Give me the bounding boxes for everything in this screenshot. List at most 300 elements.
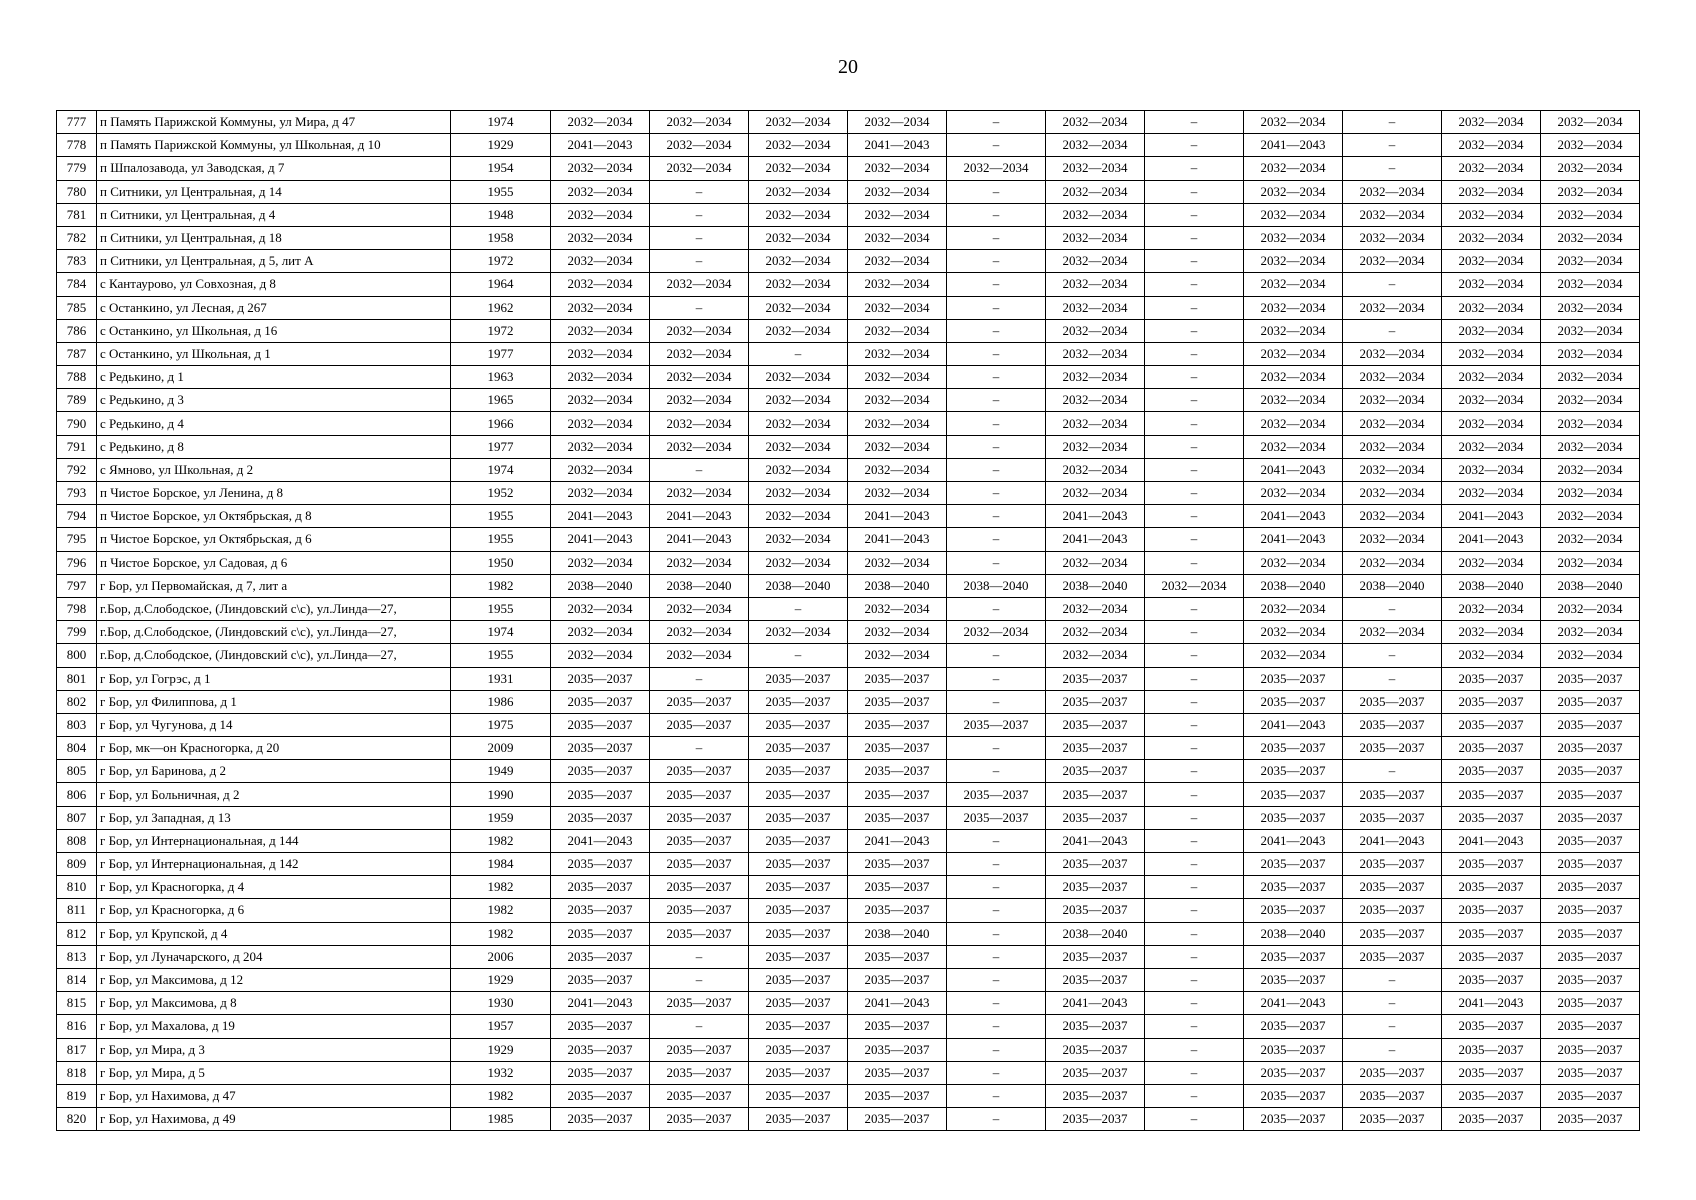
address-cell: г.Бор, д.Слободское, (Линдовский с\с), ул.Линда—27, <box>97 597 451 620</box>
period-cell: 2035—2037 <box>1244 853 1343 876</box>
period-cell: 2035—2037 <box>848 713 947 736</box>
period-cell: 2032—2034 <box>749 157 848 180</box>
period-cell: – <box>1145 528 1244 551</box>
period-cell: – <box>947 644 1046 667</box>
table-row <box>57 1084 1640 1107</box>
row-number-cell: 803 <box>57 713 97 736</box>
period-cell: 2035—2037 <box>1343 783 1442 806</box>
table-row <box>57 690 1640 713</box>
period-cell: 2032—2034 <box>749 528 848 551</box>
period-cell: – <box>1145 157 1244 180</box>
period-cell: 2032—2034 <box>551 157 650 180</box>
period-cell: 2035—2037 <box>650 783 749 806</box>
address-cell: с Останкино, ул Лесная, д 267 <box>97 296 451 319</box>
period-cell: 2035—2037 <box>1244 690 1343 713</box>
period-cell: – <box>947 899 1046 922</box>
row-number-cell: 798 <box>57 597 97 620</box>
period-cell: 2032—2034 <box>650 644 749 667</box>
table-row <box>57 806 1640 829</box>
year-cell: 1966 <box>451 412 551 435</box>
period-cell: 2032—2034 <box>1442 273 1541 296</box>
row-number-cell: 784 <box>57 273 97 296</box>
period-cell: 2035—2037 <box>650 992 749 1015</box>
period-cell: – <box>1145 899 1244 922</box>
period-cell: 2038—2040 <box>650 574 749 597</box>
period-cell: 2041—2043 <box>1442 829 1541 852</box>
period-cell: – <box>947 412 1046 435</box>
period-cell: 2035—2037 <box>650 1108 749 1131</box>
period-cell: 2032—2034 <box>1046 203 1145 226</box>
period-cell: – <box>650 737 749 760</box>
period-cell: 2032—2034 <box>749 273 848 296</box>
period-cell: 2041—2043 <box>1046 829 1145 852</box>
period-cell: – <box>1145 806 1244 829</box>
period-cell: 2032—2034 <box>1541 482 1640 505</box>
table-row <box>57 713 1640 736</box>
period-cell: 2032—2034 <box>1046 458 1145 481</box>
period-cell: 2032—2034 <box>1541 180 1640 203</box>
period-cell: 2035—2037 <box>749 876 848 899</box>
period-cell: 2035—2037 <box>1541 1038 1640 1061</box>
table-row <box>57 250 1640 273</box>
table-row <box>57 597 1640 620</box>
period-cell: 2032—2034 <box>1442 250 1541 273</box>
period-cell: 2035—2037 <box>1343 1084 1442 1107</box>
period-cell: 2032—2034 <box>1046 644 1145 667</box>
period-cell: – <box>1343 1015 1442 1038</box>
year-cell: 1954 <box>451 157 551 180</box>
period-cell: 2032—2034 <box>749 366 848 389</box>
period-cell: 2032—2034 <box>1541 412 1640 435</box>
year-cell: 1977 <box>451 342 551 365</box>
period-cell: 2035—2037 <box>1442 760 1541 783</box>
year-cell: 1974 <box>451 458 551 481</box>
table-row <box>57 574 1640 597</box>
period-cell: 2038—2040 <box>1244 922 1343 945</box>
address-cell: с Кантаурово, ул Совхозная, д 8 <box>97 273 451 296</box>
table-row <box>57 435 1640 458</box>
table-row <box>57 551 1640 574</box>
period-cell: 2032—2034 <box>1442 597 1541 620</box>
period-cell: – <box>1145 783 1244 806</box>
address-cell: п Ситники, ул Центральная, д 14 <box>97 180 451 203</box>
period-cell: 2032—2034 <box>1046 273 1145 296</box>
table-row <box>57 737 1640 760</box>
year-cell: 1975 <box>451 713 551 736</box>
period-cell: 2032—2034 <box>650 389 749 412</box>
period-cell: 2041—2043 <box>1442 505 1541 528</box>
period-cell: 2035—2037 <box>650 1084 749 1107</box>
year-cell: 1982 <box>451 1084 551 1107</box>
period-cell: 2035—2037 <box>650 1038 749 1061</box>
period-cell: 2032—2034 <box>1343 226 1442 249</box>
period-cell: 2041—2043 <box>1244 505 1343 528</box>
period-cell: 2035—2037 <box>1442 899 1541 922</box>
address-cell: г Бор, ул Больничная, д 2 <box>97 783 451 806</box>
year-cell: 1982 <box>451 876 551 899</box>
period-cell: 2032—2034 <box>1244 342 1343 365</box>
period-cell: 2032—2034 <box>1343 342 1442 365</box>
period-cell: 2032—2034 <box>1541 644 1640 667</box>
address-cell: с Ямново, ул Школьная, д 2 <box>97 458 451 481</box>
period-cell: 2035—2037 <box>1046 690 1145 713</box>
period-cell: 2035—2037 <box>1541 853 1640 876</box>
row-number-cell: 816 <box>57 1015 97 1038</box>
period-cell: 2035—2037 <box>551 1084 650 1107</box>
period-cell: 2035—2037 <box>1244 968 1343 991</box>
period-cell: 2035—2037 <box>1046 945 1145 968</box>
period-cell: 2032—2034 <box>650 597 749 620</box>
period-cell: – <box>1343 644 1442 667</box>
period-cell: 2032—2034 <box>848 482 947 505</box>
row-number-cell: 778 <box>57 134 97 157</box>
period-cell: – <box>947 968 1046 991</box>
period-cell: 2035—2037 <box>1244 1108 1343 1131</box>
period-cell: 2041—2043 <box>551 134 650 157</box>
year-cell: 1949 <box>451 760 551 783</box>
period-cell: 2032—2034 <box>1343 551 1442 574</box>
period-cell: 2035—2037 <box>1541 968 1640 991</box>
period-cell: 2035—2037 <box>947 783 1046 806</box>
period-cell: – <box>1343 1038 1442 1061</box>
period-cell: – <box>1343 667 1442 690</box>
period-cell: 2032—2034 <box>1343 435 1442 458</box>
period-cell: 2032—2034 <box>1541 551 1640 574</box>
period-cell: 2035—2037 <box>1442 806 1541 829</box>
period-cell: 2035—2037 <box>848 876 947 899</box>
period-cell: 2035—2037 <box>551 1038 650 1061</box>
period-cell: 2041—2043 <box>1442 528 1541 551</box>
period-cell: 2035—2037 <box>1046 760 1145 783</box>
period-cell: – <box>947 922 1046 945</box>
period-cell: – <box>1145 551 1244 574</box>
year-cell: 1948 <box>451 203 551 226</box>
period-cell: 2035—2037 <box>650 1061 749 1084</box>
row-number-cell: 815 <box>57 992 97 1015</box>
period-cell: – <box>1145 319 1244 342</box>
row-number-cell: 807 <box>57 806 97 829</box>
year-cell: 2006 <box>451 945 551 968</box>
period-cell: 2032—2034 <box>1541 250 1640 273</box>
year-cell: 1972 <box>451 319 551 342</box>
period-cell: 2035—2037 <box>1244 1038 1343 1061</box>
table-row <box>57 667 1640 690</box>
table-row <box>57 992 1640 1015</box>
period-cell: 2041—2043 <box>650 528 749 551</box>
table-row <box>57 412 1640 435</box>
year-cell: 1974 <box>451 621 551 644</box>
row-number-cell: 802 <box>57 690 97 713</box>
period-cell: – <box>650 945 749 968</box>
period-cell: 2032—2034 <box>1046 250 1145 273</box>
period-cell: 2035—2037 <box>650 760 749 783</box>
period-cell: 2032—2034 <box>1343 505 1442 528</box>
period-cell: 2035—2037 <box>1442 737 1541 760</box>
period-cell: 2035—2037 <box>1046 853 1145 876</box>
table-row <box>57 505 1640 528</box>
row-number-cell: 788 <box>57 366 97 389</box>
period-cell: – <box>749 342 848 365</box>
period-cell: 2035—2037 <box>551 1108 650 1131</box>
year-cell: 1955 <box>451 528 551 551</box>
address-cell: п Чистое Борское, ул Октябрьская, д 8 <box>97 505 451 528</box>
period-cell: – <box>1343 111 1442 134</box>
period-cell: 2032—2034 <box>1442 157 1541 180</box>
period-cell: 2032—2034 <box>848 111 947 134</box>
period-cell: – <box>1145 203 1244 226</box>
period-cell: – <box>947 528 1046 551</box>
period-cell: 2032—2034 <box>1442 134 1541 157</box>
period-cell: 2035—2037 <box>848 1084 947 1107</box>
period-cell: – <box>650 296 749 319</box>
period-cell: – <box>1145 273 1244 296</box>
period-cell: 2035—2037 <box>1442 1108 1541 1131</box>
period-cell: 2032—2034 <box>1442 551 1541 574</box>
year-cell: 1932 <box>451 1061 551 1084</box>
period-cell: 2035—2037 <box>1541 760 1640 783</box>
period-cell: 2035—2037 <box>848 1061 947 1084</box>
row-number-cell: 791 <box>57 435 97 458</box>
period-cell: 2041—2043 <box>1343 829 1442 852</box>
period-cell: 2032—2034 <box>551 435 650 458</box>
period-cell: 2032—2034 <box>650 621 749 644</box>
period-cell: 2032—2034 <box>1343 250 1442 273</box>
period-cell: 2041—2043 <box>551 992 650 1015</box>
address-cell: г Бор, ул Мира, д 5 <box>97 1061 451 1084</box>
year-cell: 1986 <box>451 690 551 713</box>
period-cell: – <box>947 319 1046 342</box>
period-cell: 2032—2034 <box>1244 111 1343 134</box>
period-cell: 2038—2040 <box>551 574 650 597</box>
period-cell: 2032—2034 <box>551 621 650 644</box>
period-cell: 2035—2037 <box>1541 876 1640 899</box>
period-cell: 2035—2037 <box>1442 667 1541 690</box>
period-cell: 2032—2034 <box>551 644 650 667</box>
period-cell: 2032—2034 <box>551 273 650 296</box>
period-cell: 2032—2034 <box>1541 366 1640 389</box>
period-cell: – <box>947 760 1046 783</box>
address-cell: г Бор, ул Красногорка, д 4 <box>97 876 451 899</box>
period-cell: 2035—2037 <box>1244 899 1343 922</box>
period-cell: 2035—2037 <box>848 737 947 760</box>
period-cell: – <box>1145 412 1244 435</box>
period-cell: 2032—2034 <box>1541 597 1640 620</box>
period-cell: 2032—2034 <box>1442 226 1541 249</box>
period-cell: 2032—2034 <box>749 482 848 505</box>
table-row <box>57 528 1640 551</box>
period-cell: – <box>947 690 1046 713</box>
period-cell: 2032—2034 <box>1442 482 1541 505</box>
period-cell: 2032—2034 <box>650 412 749 435</box>
period-cell: 2035—2037 <box>1442 968 1541 991</box>
period-cell: 2035—2037 <box>1244 876 1343 899</box>
period-cell: 2032—2034 <box>848 435 947 458</box>
period-cell: 2035—2037 <box>749 737 848 760</box>
period-cell: – <box>650 1015 749 1038</box>
period-cell: 2035—2037 <box>947 713 1046 736</box>
period-cell: 2035—2037 <box>1046 876 1145 899</box>
period-cell: 2035—2037 <box>1442 713 1541 736</box>
period-cell: 2032—2034 <box>1244 180 1343 203</box>
period-cell: – <box>947 342 1046 365</box>
period-cell: 2035—2037 <box>1442 853 1541 876</box>
period-cell: 2032—2034 <box>551 250 650 273</box>
period-cell: 2032—2034 <box>1541 505 1640 528</box>
period-cell: 2035—2037 <box>551 968 650 991</box>
period-cell: 2032—2034 <box>848 551 947 574</box>
period-cell: 2035—2037 <box>1442 1084 1541 1107</box>
period-cell: – <box>1145 1015 1244 1038</box>
period-cell: 2032—2034 <box>1046 551 1145 574</box>
period-cell: 2035—2037 <box>1541 806 1640 829</box>
period-cell: 2041—2043 <box>848 992 947 1015</box>
year-cell: 1964 <box>451 273 551 296</box>
period-cell: 2032—2034 <box>848 412 947 435</box>
period-cell: – <box>1343 157 1442 180</box>
row-number-cell: 792 <box>57 458 97 481</box>
period-cell: 2032—2034 <box>1442 435 1541 458</box>
period-cell: 2035—2037 <box>551 1061 650 1084</box>
period-cell: 2035—2037 <box>1541 899 1640 922</box>
period-cell: 2035—2037 <box>1541 713 1640 736</box>
period-cell: 2035—2037 <box>1046 899 1145 922</box>
address-cell: с Останкино, ул Школьная, д 16 <box>97 319 451 342</box>
period-cell: 2035—2037 <box>1541 667 1640 690</box>
table-row <box>57 111 1640 134</box>
period-cell: – <box>947 945 1046 968</box>
period-cell: 2041—2043 <box>551 829 650 852</box>
period-cell: 2038—2040 <box>947 574 1046 597</box>
address-cell: г Бор, ул Максимова, д 12 <box>97 968 451 991</box>
period-cell: 2032—2034 <box>1442 203 1541 226</box>
period-cell: 2032—2034 <box>1541 389 1640 412</box>
period-cell: 2035—2037 <box>749 760 848 783</box>
period-cell: – <box>947 829 1046 852</box>
year-cell: 1950 <box>451 551 551 574</box>
period-cell: 2032—2034 <box>1343 482 1442 505</box>
period-cell: 2032—2034 <box>1244 412 1343 435</box>
row-number-cell: 786 <box>57 319 97 342</box>
period-cell: 2041—2043 <box>1244 829 1343 852</box>
period-cell: 2032—2034 <box>749 621 848 644</box>
period-cell: – <box>1145 226 1244 249</box>
period-cell: 2035—2037 <box>1244 806 1343 829</box>
row-number-cell: 800 <box>57 644 97 667</box>
period-cell: 2038—2040 <box>1442 574 1541 597</box>
row-number-cell: 820 <box>57 1108 97 1131</box>
year-cell: 1931 <box>451 667 551 690</box>
period-cell: – <box>1145 250 1244 273</box>
period-cell: 2032—2034 <box>1244 319 1343 342</box>
period-cell: 2035—2037 <box>1046 667 1145 690</box>
period-cell: 2035—2037 <box>650 899 749 922</box>
table-body <box>57 111 1640 1131</box>
table-row <box>57 273 1640 296</box>
period-cell: 2032—2034 <box>848 319 947 342</box>
period-cell: 2032—2034 <box>749 505 848 528</box>
period-cell: 2035—2037 <box>749 690 848 713</box>
address-cell: с Редькино, д 4 <box>97 412 451 435</box>
address-cell: г.Бор, д.Слободское, (Линдовский с\с), ул.Линда—27, <box>97 621 451 644</box>
period-cell: – <box>1145 366 1244 389</box>
year-cell: 1957 <box>451 1015 551 1038</box>
period-cell: 2032—2034 <box>1541 111 1640 134</box>
address-cell: г Бор, ул Западная, д 13 <box>97 806 451 829</box>
year-cell: 2009 <box>451 737 551 760</box>
table-row <box>57 482 1640 505</box>
period-cell: – <box>1145 458 1244 481</box>
period-cell: 2035—2037 <box>749 783 848 806</box>
address-cell: с Редькино, д 1 <box>97 366 451 389</box>
period-cell: 2038—2040 <box>1343 574 1442 597</box>
table-row <box>57 945 1640 968</box>
period-cell: 2035—2037 <box>551 1015 650 1038</box>
year-cell: 1974 <box>451 111 551 134</box>
address-cell: г Бор, ул Максимова, д 8 <box>97 992 451 1015</box>
period-cell: – <box>1343 319 1442 342</box>
period-cell: – <box>1145 667 1244 690</box>
period-cell: – <box>1145 1084 1244 1107</box>
period-cell: 2032—2034 <box>1244 597 1343 620</box>
period-cell: 2032—2034 <box>1442 458 1541 481</box>
period-cell: 2032—2034 <box>848 203 947 226</box>
period-cell: 2032—2034 <box>650 134 749 157</box>
year-cell: 1984 <box>451 853 551 876</box>
period-cell: 2032—2034 <box>1046 296 1145 319</box>
year-cell: 1959 <box>451 806 551 829</box>
row-number-cell: 809 <box>57 853 97 876</box>
period-cell: 2032—2034 <box>551 389 650 412</box>
period-cell: – <box>947 992 1046 1015</box>
page-number: 20 <box>838 56 858 78</box>
period-cell: – <box>1145 968 1244 991</box>
row-number-cell: 814 <box>57 968 97 991</box>
row-number-cell: 777 <box>57 111 97 134</box>
period-cell: 2032—2034 <box>1244 644 1343 667</box>
address-cell: г Бор, ул Луначарского, д 204 <box>97 945 451 968</box>
row-number-cell: 787 <box>57 342 97 365</box>
row-number-cell: 819 <box>57 1084 97 1107</box>
period-cell: 2032—2034 <box>1541 273 1640 296</box>
period-cell: 2032—2034 <box>1244 157 1343 180</box>
period-cell: 2032—2034 <box>551 412 650 435</box>
period-cell: 2035—2037 <box>1244 1061 1343 1084</box>
period-cell: – <box>1145 1061 1244 1084</box>
row-number-cell: 785 <box>57 296 97 319</box>
period-cell: 2035—2037 <box>551 713 650 736</box>
address-cell: п Память Парижской Коммуны, ул Школьная, д 10 <box>97 134 451 157</box>
table-row <box>57 319 1640 342</box>
period-cell: 2032—2034 <box>1442 366 1541 389</box>
period-cell: 2035—2037 <box>1541 992 1640 1015</box>
period-cell: 2032—2034 <box>650 482 749 505</box>
period-cell: 2035—2037 <box>749 968 848 991</box>
table-row <box>57 458 1640 481</box>
period-cell: 2032—2034 <box>1046 180 1145 203</box>
period-cell: 2032—2034 <box>551 319 650 342</box>
period-cell: 2032—2034 <box>1541 435 1640 458</box>
period-cell: 2035—2037 <box>848 968 947 991</box>
period-cell: 2032—2034 <box>551 203 650 226</box>
period-cell: 2035—2037 <box>1244 1084 1343 1107</box>
period-cell: – <box>947 853 1046 876</box>
address-cell: п Ситники, ул Центральная, д 5, лит А <box>97 250 451 273</box>
period-cell: 2035—2037 <box>749 806 848 829</box>
period-cell: 2032—2034 <box>1046 389 1145 412</box>
period-cell: 2041—2043 <box>1244 992 1343 1015</box>
period-cell: 2035—2037 <box>848 806 947 829</box>
year-cell: 1955 <box>451 644 551 667</box>
